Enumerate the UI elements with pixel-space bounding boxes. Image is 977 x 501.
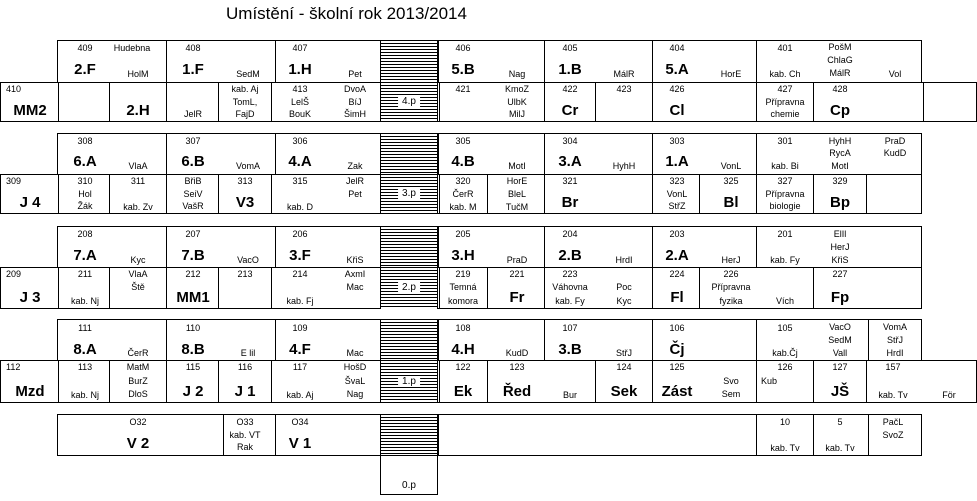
class-label: 4.H <box>451 341 475 358</box>
room-number: 109 <box>292 323 308 333</box>
room-number: 207 <box>185 229 201 239</box>
room-number: 307 <box>185 136 201 146</box>
teacher-label: MotI <box>831 161 849 171</box>
class-label: 2.B <box>558 247 582 264</box>
class-label: Bp <box>830 194 850 211</box>
room-label: kab. Nj <box>70 296 100 306</box>
room-number: 301 <box>777 136 793 146</box>
class-label: Br <box>561 194 579 211</box>
teacher-label: BouK <box>288 109 312 119</box>
room-number: O33 <box>236 417 254 427</box>
room-label: kab.Čj <box>772 348 798 358</box>
class-label: V3 <box>235 194 255 211</box>
teacher-label: RycA <box>829 148 851 158</box>
class-label: Fr <box>509 289 525 306</box>
teacher-label: PošM <box>828 42 852 52</box>
teacher-label: MálR <box>613 69 635 79</box>
room-number: 214 <box>292 269 308 279</box>
class-label: 1.F <box>182 61 204 78</box>
teacher-label: TomL, <box>232 97 258 107</box>
teacher-label: MatM <box>126 362 150 372</box>
teacher-label: ČerR <box>127 348 149 358</box>
class-label: 2.F <box>74 61 96 78</box>
teacher-label: PačL <box>882 417 904 427</box>
class-label: 3.A <box>558 153 582 170</box>
teacher-label: BurZ <box>128 376 148 386</box>
room-number: 406 <box>455 43 471 53</box>
staircase-1 <box>380 319 438 361</box>
room-label: kab. M <box>449 202 477 212</box>
room-label: kab. Bi <box>771 161 799 171</box>
teacher-label: LelŠ <box>290 97 310 107</box>
room-label: kab. Tv <box>878 390 908 400</box>
teacher-label: ŠimH <box>344 109 366 119</box>
room-number: 213 <box>237 269 253 279</box>
room-number: 421 <box>455 84 471 94</box>
page-title: Umístění - školní rok 2013/2014 <box>226 4 467 23</box>
room-number: 309 <box>6 176 22 186</box>
teacher-label: Vall <box>832 348 848 358</box>
teacher-label: Pet <box>348 189 362 199</box>
room-label: kab. Fy <box>555 296 585 306</box>
teacher-label: VonL <box>720 161 742 171</box>
room-label: Přípravna <box>765 189 805 199</box>
room-label: kab. Tv <box>825 443 855 453</box>
room-number: 212 <box>185 269 201 279</box>
teacher-label: PraD <box>506 255 528 265</box>
room-number: 219 <box>455 269 471 279</box>
room-number: 405 <box>562 43 578 53</box>
teacher-label: Ště <box>131 282 145 292</box>
room-number: 204 <box>562 229 578 239</box>
class-label: Sek <box>610 383 638 400</box>
room-number: 315 <box>292 176 308 186</box>
teacher-label: Nag <box>508 69 526 79</box>
teacher-label: HerJ <box>830 242 850 252</box>
room-number: 112 <box>6 362 21 372</box>
room-label: Váhovna <box>552 282 588 292</box>
teacher-label: HorE <box>720 69 742 79</box>
teacher-label: BřiB <box>184 176 202 186</box>
room-number: 311 <box>130 176 146 186</box>
room-number: 423 <box>616 84 632 94</box>
teacher-label: TučM <box>505 202 529 212</box>
teacher-label: ChlaG <box>827 55 853 65</box>
room-number: 113 <box>77 362 93 372</box>
teacher-label: KudD <box>883 148 907 158</box>
teacher-label: Mac <box>346 282 364 292</box>
class-label: 8.B <box>181 341 205 358</box>
teacher-label: HerJ <box>721 255 741 265</box>
room-label: kab. Nj <box>70 390 100 400</box>
room-number: O32 <box>129 417 147 427</box>
room-number: 211 <box>77 269 93 279</box>
teacher-label: AxmI <box>344 269 366 279</box>
room-number: O34 <box>291 417 309 427</box>
teacher-label: Kub <box>761 376 778 386</box>
class-label: Čj <box>669 341 685 358</box>
room-label: biologie <box>769 201 801 211</box>
room-number: 117 <box>292 362 308 372</box>
teacher-label: VacO <box>237 255 259 265</box>
teacher-label: DloS <box>128 389 148 399</box>
room-number: 327 <box>777 176 793 186</box>
room-number: 221 <box>509 269 525 279</box>
class-label: Řed <box>502 383 532 400</box>
class-label: Mzd <box>15 383 45 400</box>
teacher-label: JelR <box>345 176 365 186</box>
room-number: 428 <box>832 84 848 94</box>
room-label: fyzika <box>719 296 743 306</box>
class-label: Cp <box>830 102 850 119</box>
class-label: V 1 <box>288 435 312 452</box>
room-number: 126 <box>777 362 793 372</box>
teacher-label: Rak <box>236 442 254 452</box>
class-label: 1.H <box>288 61 312 78</box>
room-label: kab. Fj <box>286 296 314 306</box>
room-number: 157 <box>885 362 901 372</box>
room-label: Hudebna <box>113 43 151 53</box>
class-label: 6.A <box>73 153 97 170</box>
teacher-label: HolM <box>127 69 149 79</box>
room-number: 116 <box>237 362 253 372</box>
class-label: 5.A <box>665 61 689 78</box>
teacher-label: ČerR <box>452 189 474 199</box>
teacher-label: HrdI <box>886 348 904 358</box>
class-label: 7.B <box>181 247 205 264</box>
teacher-label: Mac <box>346 348 364 358</box>
room-number: 108 <box>455 323 471 333</box>
teacher-label: BleL <box>507 189 527 199</box>
class-label: 7.A <box>73 247 97 264</box>
floor-label: 0.p <box>402 480 416 491</box>
room-number: 313 <box>237 176 253 186</box>
teacher-label: HyhH <box>828 136 852 146</box>
room-number: 127 <box>832 362 848 372</box>
teacher-label: Pet <box>348 69 362 79</box>
room-number: 303 <box>669 136 685 146</box>
teacher-label: ElIl <box>833 229 847 239</box>
class-label: 3.H <box>451 247 475 264</box>
teacher-label: ŠvaL <box>344 376 366 386</box>
class-label: J 2 <box>182 383 204 400</box>
room-number: 122 <box>455 362 471 372</box>
teacher-label: Hol <box>78 189 92 199</box>
room-number: 205 <box>455 229 471 239</box>
room-number: 105 <box>777 323 793 333</box>
room-number: 320 <box>455 176 471 186</box>
floor-label: 1.p <box>398 376 420 387</box>
room-number: 422 <box>562 84 578 94</box>
room-label: kab. Fy <box>770 255 800 265</box>
room-number: 310 <box>77 176 93 186</box>
room-number: 226 <box>723 269 739 279</box>
room-number: 321 <box>562 176 578 186</box>
room-number: 111 <box>78 323 92 333</box>
teacher-label: SvoZ <box>882 430 904 440</box>
teacher-label: UlbK <box>507 97 527 107</box>
room-label: Přípravna <box>765 97 805 107</box>
teacher-label: MotI <box>508 161 526 171</box>
staircase-2 <box>380 226 438 268</box>
class-label: 4.A <box>288 153 312 170</box>
room-number: 325 <box>723 176 739 186</box>
teacher-label: VomA <box>235 161 261 171</box>
room-number: 224 <box>669 269 685 279</box>
class-label: 4.B <box>451 153 475 170</box>
class-label: Fp <box>830 289 850 306</box>
teacher-label: VomA <box>882 322 908 332</box>
class-label: Ek <box>453 383 473 400</box>
teacher-label: SedM <box>236 69 260 79</box>
teacher-label: Bur <box>562 390 578 400</box>
room-number: 227 <box>832 269 848 279</box>
class-label: 1.A <box>665 153 689 170</box>
room-number: 115 <box>185 362 201 372</box>
teacher-label: Vích <box>775 296 795 306</box>
room-number: 410 <box>6 84 22 94</box>
room-number: 323 <box>669 176 685 186</box>
teacher-label: VonL <box>666 189 688 199</box>
room-number: 124 <box>616 362 632 372</box>
class-label: Fl <box>670 289 684 306</box>
staircase-3 <box>380 133 438 175</box>
teacher-label: MálR <box>829 68 851 78</box>
class-label: Zást <box>661 383 693 400</box>
teacher-label: StřJ <box>886 335 904 345</box>
teacher-label: Kyc <box>616 296 632 306</box>
room-label: kab. Aj <box>286 390 314 400</box>
room-number: 413 <box>292 84 308 94</box>
teacher-label: KmoZ <box>504 84 530 94</box>
room-number: 206 <box>292 229 308 239</box>
class-label: J 1 <box>234 383 256 400</box>
class-label: 3.F <box>289 247 311 264</box>
teacher-label: KřiS <box>346 255 364 265</box>
room-number: 306 <box>292 136 308 146</box>
room-number: 409 <box>77 43 93 53</box>
class-label: 1.B <box>558 61 582 78</box>
room-label: kab. Ch <box>769 69 801 79</box>
class-label: V 2 <box>126 435 150 452</box>
teacher-label: Poc <box>616 282 632 292</box>
room-number: 123 <box>509 362 525 372</box>
teacher-label: Nag <box>346 389 364 399</box>
room-number: 125 <box>669 362 685 372</box>
room-number: 305 <box>455 136 471 146</box>
floor-label: 2.p <box>398 282 420 293</box>
teacher-label: Vol <box>888 69 902 79</box>
teacher-label: HyhH <box>612 161 636 171</box>
room-number: 203 <box>669 229 685 239</box>
teacher-label: KudD <box>505 348 529 358</box>
floor-label: 4.p <box>398 96 420 107</box>
room-label: kab. Tv <box>770 443 800 453</box>
room-number: 329 <box>832 176 848 186</box>
teacher-label: VašR <box>182 201 204 211</box>
staircase-4 <box>380 40 438 83</box>
room-number: 106 <box>669 323 685 333</box>
room-number: 404 <box>669 43 685 53</box>
class-label: 4.F <box>289 341 311 358</box>
teacher-label: HorE <box>506 176 528 186</box>
teacher-label: VacO <box>829 322 851 332</box>
teacher-label: KřiS <box>831 255 849 265</box>
teacher-label: FajD <box>235 109 255 119</box>
class-label: 6.B <box>181 153 205 170</box>
teacher-label: MilJ <box>509 109 525 119</box>
teacher-label: BíJ <box>348 97 362 107</box>
teacher-label: Sem <box>721 389 741 399</box>
room-number: 426 <box>669 84 685 94</box>
teacher-label: Zak <box>347 161 363 171</box>
class-label: 2.H <box>126 102 150 119</box>
teacher-label: VlaA <box>128 269 148 279</box>
class-label: Cl <box>669 102 685 119</box>
room-number: 408 <box>185 43 201 53</box>
room-label: kab. VT <box>229 430 261 440</box>
class-label: 3.B <box>558 341 582 358</box>
room-label: kab. Aj <box>231 84 259 94</box>
room-number: 304 <box>562 136 578 146</box>
room-label: komora <box>447 296 479 306</box>
teacher-label: JelR <box>183 109 203 119</box>
room-number: 407 <box>292 43 308 53</box>
teacher-label: VlaA <box>128 161 148 171</box>
room-number: 110 <box>185 323 201 333</box>
teacher-label: Kyc <box>130 255 146 265</box>
room-number: 223 <box>562 269 578 279</box>
teacher-label: SedM <box>828 335 852 345</box>
floor-label: 3.p <box>398 188 420 199</box>
teacher-label: DvoA <box>343 84 367 94</box>
class-label: Bl <box>723 194 739 211</box>
room-number: 208 <box>77 229 93 239</box>
room-label: kab. D <box>286 202 314 212</box>
teacher-label: Svo <box>723 376 739 386</box>
teacher-label: HošD <box>343 362 367 372</box>
room-label: kab. Zv <box>123 202 153 212</box>
class-label: 8.A <box>73 341 97 358</box>
class-label: JŠ <box>830 383 850 400</box>
room-number: 401 <box>777 43 793 53</box>
room-number: 5 <box>837 417 843 427</box>
room-number: 201 <box>777 229 793 239</box>
room-number: 308 <box>77 136 93 146</box>
room-number: 107 <box>562 323 578 333</box>
class-label: MM1 <box>176 289 210 306</box>
class-label: J 3 <box>19 289 41 306</box>
class-label: Cr <box>561 102 579 119</box>
teacher-label: StřJ <box>615 348 633 358</box>
room-number: 10 <box>779 417 791 427</box>
teacher-label: HrdI <box>615 255 633 265</box>
teacher-label: PraD <box>884 136 906 146</box>
class-label: MM2 <box>13 102 47 119</box>
class-label: J 4 <box>19 194 41 211</box>
class-label: 2.A <box>665 247 689 264</box>
teacher-label: Žák <box>77 201 93 211</box>
class-label: 5.B <box>451 61 475 78</box>
room-number: 209 <box>6 269 22 279</box>
room-label: Přípravna <box>711 282 751 292</box>
teacher-label: För <box>942 390 956 400</box>
teacher-label: StřZ <box>668 201 686 211</box>
teacher-label: E lil <box>240 348 256 358</box>
staircase-0 <box>380 414 438 456</box>
room-label: chemie <box>770 109 800 119</box>
teacher-label: SeiV <box>183 189 203 199</box>
room-number: 427 <box>777 84 793 94</box>
room-label: Temná <box>449 282 477 292</box>
